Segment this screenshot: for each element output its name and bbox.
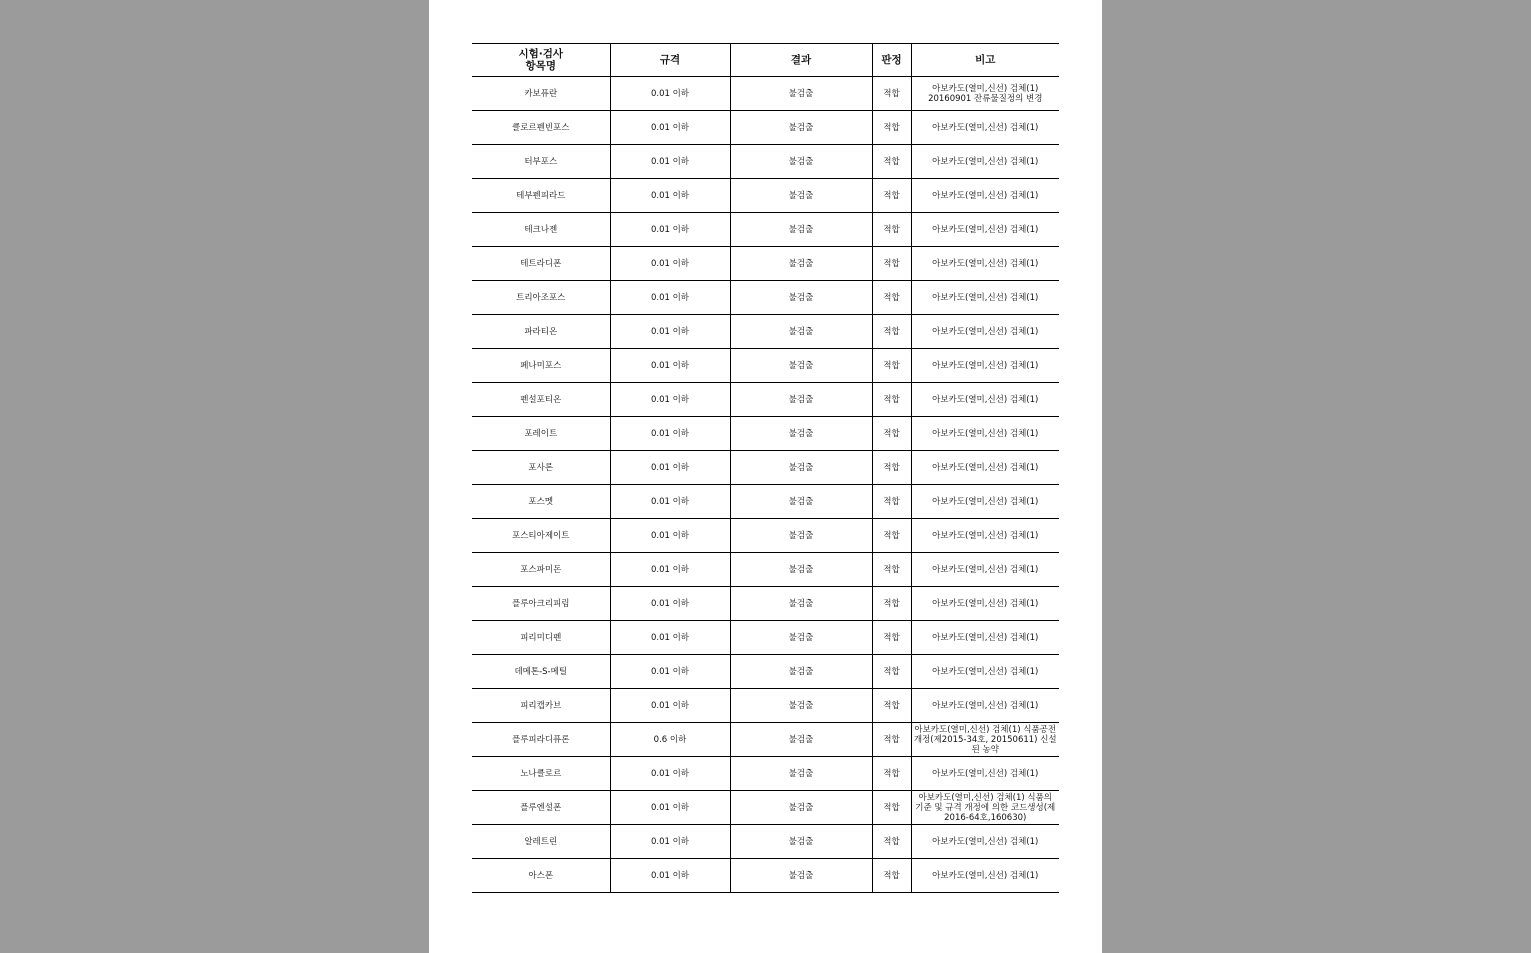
cell-remarks: 아보카도(열미,신선) 검체(1)	[911, 179, 1059, 213]
cell-standard: 0.01 이하	[610, 77, 730, 111]
cell-standard: 0.01 이하	[610, 281, 730, 315]
header-item-line2: 항목명	[525, 60, 556, 72]
cell-remarks: 아보카도(열미,신선) 검체(1)	[911, 553, 1059, 587]
cell-item-name: 포스파미돈	[472, 553, 610, 587]
cell-item-name: 플루아크리피림	[472, 587, 610, 621]
cell-standard: 0.01 이하	[610, 179, 730, 213]
cell-standard: 0.01 이하	[610, 757, 730, 791]
cell-item-name: 테트라디폰	[472, 247, 610, 281]
cell-remarks: 아보카도(열미,신선) 검체(1)	[911, 213, 1059, 247]
cell-item-name: 트리아조포스	[472, 281, 610, 315]
cell-remarks: 아보카도(열미,신선) 검체(1)	[911, 383, 1059, 417]
cell-judgment: 적합	[872, 587, 911, 621]
cell-judgment: 적합	[872, 723, 911, 757]
cell-result: 불검출	[730, 349, 872, 383]
table-row	[472, 689, 1059, 723]
table-row	[472, 179, 1059, 213]
cell-standard: 0.01 이하	[610, 451, 730, 485]
cell-standard: 0.01 이하	[610, 111, 730, 145]
cell-judgment: 적합	[872, 145, 911, 179]
cell-judgment: 적합	[872, 349, 911, 383]
document-page	[429, 0, 1102, 953]
table-body	[472, 77, 1059, 893]
cell-item-name: 포스티아제이트	[472, 519, 610, 553]
table-row	[472, 791, 1059, 825]
cell-standard: 0.01 이하	[610, 349, 730, 383]
cell-judgment: 적합	[872, 791, 911, 825]
header-remarks: 비고	[911, 44, 1059, 77]
cell-item-name: 테크나젠	[472, 213, 610, 247]
cell-standard: 0.01 이하	[610, 553, 730, 587]
header-judgment: 판정	[872, 44, 911, 77]
table-row	[472, 417, 1059, 451]
cell-result: 불검출	[730, 281, 872, 315]
cell-result: 불검출	[730, 111, 872, 145]
header-standard: 규격	[610, 44, 730, 77]
cell-judgment: 적합	[872, 655, 911, 689]
cell-standard: 0.01 이하	[610, 587, 730, 621]
table-row	[472, 587, 1059, 621]
cell-standard: 0.01 이하	[610, 417, 730, 451]
cell-result: 불검출	[730, 213, 872, 247]
cell-item-name: 노나클로르	[472, 757, 610, 791]
cell-result: 불검출	[730, 519, 872, 553]
cell-result: 불검출	[730, 77, 872, 111]
cell-result: 불검출	[730, 179, 872, 213]
cell-judgment: 적합	[872, 111, 911, 145]
cell-item-name: 페나미포스	[472, 349, 610, 383]
cell-judgment: 적합	[872, 689, 911, 723]
cell-remarks: 아보카도(열미,신선) 검체(1)	[911, 621, 1059, 655]
cell-result: 불검출	[730, 315, 872, 349]
cell-judgment: 적합	[872, 451, 911, 485]
cell-judgment: 적합	[872, 757, 911, 791]
cell-item-name: 터부포스	[472, 145, 610, 179]
cell-remarks: 아보카도(열미,신선) 검체(1)	[911, 111, 1059, 145]
header-item-name	[472, 44, 610, 77]
table-row	[472, 723, 1059, 757]
cell-result: 불검출	[730, 757, 872, 791]
cell-standard: 0.01 이하	[610, 689, 730, 723]
table-row	[472, 859, 1059, 893]
cell-remarks: 아보카도(열미,신선) 검체(1)	[911, 349, 1059, 383]
table-row	[472, 825, 1059, 859]
table-row	[472, 519, 1059, 553]
cell-item-name: 카보퓨란	[472, 77, 610, 111]
cell-standard: 0.01 이하	[610, 247, 730, 281]
table-row	[472, 315, 1059, 349]
cell-result: 불검출	[730, 417, 872, 451]
cell-result: 불검출	[730, 825, 872, 859]
cell-standard: 0.01 이하	[610, 145, 730, 179]
cell-item-name: 데메톤-S-메틸	[472, 655, 610, 689]
table-row	[472, 111, 1059, 145]
cell-remarks: 아보카도(열미,신선) 검체(1)	[911, 587, 1059, 621]
cell-remarks: 아보카도(열미,신선) 검체(1)	[911, 689, 1059, 723]
cell-remarks: 아보카도(열미,신선) 검체(1)	[911, 859, 1059, 893]
cell-remarks: 아보카도(열미,신선) 검체(1)	[911, 485, 1059, 519]
cell-judgment: 적합	[872, 179, 911, 213]
cell-remarks: 아보카도(열미,신선) 검체(1) 식품의 기준 및 규격 개정에 의한 코드생성(제2016-64호,160630)	[911, 791, 1059, 825]
cell-standard: 0.01 이하	[610, 825, 730, 859]
cell-judgment: 적합	[872, 485, 911, 519]
cell-item-name: 포레이트	[472, 417, 610, 451]
cell-standard: 0.01 이하	[610, 655, 730, 689]
cell-item-name: 테부펜피라드	[472, 179, 610, 213]
cell-result: 불검출	[730, 247, 872, 281]
cell-item-name: 플루피라디퓨론	[472, 723, 610, 757]
cell-result: 불검출	[730, 689, 872, 723]
cell-standard: 0.01 이하	[610, 213, 730, 247]
cell-remarks: 아보카도(열미,신선) 검체(1)	[911, 247, 1059, 281]
cell-remarks: 아보카도(열미,신선) 검체(1)	[911, 281, 1059, 315]
cell-item-name: 포사론	[472, 451, 610, 485]
cell-judgment: 적합	[872, 417, 911, 451]
cell-standard: 0.01 이하	[610, 791, 730, 825]
cell-result: 불검출	[730, 383, 872, 417]
table-row	[472, 349, 1059, 383]
cell-remarks: 아보카도(열미,신선) 검체(1)	[911, 145, 1059, 179]
cell-standard: 0.01 이하	[610, 519, 730, 553]
cell-item-name: 아스폰	[472, 859, 610, 893]
cell-judgment: 적합	[872, 383, 911, 417]
cell-judgment: 적합	[872, 247, 911, 281]
header-row	[472, 44, 1059, 77]
cell-judgment: 적합	[872, 281, 911, 315]
cell-standard: 0.01 이하	[610, 383, 730, 417]
cell-judgment: 적합	[872, 315, 911, 349]
cell-standard: 0.01 이하	[610, 859, 730, 893]
cell-item-name: 파라티온	[472, 315, 610, 349]
header-result: 결과	[730, 44, 872, 77]
cell-result: 불검출	[730, 553, 872, 587]
cell-result: 불검출	[730, 485, 872, 519]
cell-remarks: 아보카도(열미,신선) 검체(1) 20160901 잔류물질정의 변경	[911, 77, 1059, 111]
cell-result: 불검출	[730, 145, 872, 179]
table-header	[472, 44, 1059, 77]
cell-remarks: 아보카도(열미,신선) 검체(1)	[911, 825, 1059, 859]
cell-standard: 0.01 이하	[610, 485, 730, 519]
table-row	[472, 485, 1059, 519]
table-row	[472, 145, 1059, 179]
cell-item-name: 알레트린	[472, 825, 610, 859]
cell-item-name: 피리캡카브	[472, 689, 610, 723]
header-item-line1: 시험·검사	[518, 48, 564, 60]
cell-item-name: 포스멧	[472, 485, 610, 519]
cell-item-name: 클로르펜빈포스	[472, 111, 610, 145]
cell-judgment: 적합	[872, 859, 911, 893]
cell-judgment: 적합	[872, 77, 911, 111]
table-row	[472, 213, 1059, 247]
cell-standard: 0.01 이하	[610, 315, 730, 349]
table-row	[472, 621, 1059, 655]
table-row	[472, 553, 1059, 587]
table-row	[472, 655, 1059, 689]
cell-remarks: 아보카도(열미,신선) 검체(1)	[911, 757, 1059, 791]
cell-remarks: 아보카도(열미,신선) 검체(1)	[911, 655, 1059, 689]
table-row	[472, 383, 1059, 417]
cell-result: 불검출	[730, 587, 872, 621]
cell-standard: 0.01 이하	[610, 621, 730, 655]
cell-judgment: 적합	[872, 825, 911, 859]
cell-result: 불검출	[730, 621, 872, 655]
cell-result: 불검출	[730, 859, 872, 893]
table-row	[472, 757, 1059, 791]
cell-item-name: 펜설포티온	[472, 383, 610, 417]
cell-judgment: 적합	[872, 213, 911, 247]
cell-judgment: 적합	[872, 621, 911, 655]
cell-remarks: 아보카도(열미,신선) 검체(1)	[911, 451, 1059, 485]
cell-result: 불검출	[730, 655, 872, 689]
table-row	[472, 451, 1059, 485]
cell-result: 불검출	[730, 723, 872, 757]
cell-judgment: 적합	[872, 553, 911, 587]
cell-remarks: 아보카도(열미,신선) 검체(1)	[911, 519, 1059, 553]
cell-standard: 0.6 이하	[610, 723, 730, 757]
cell-remarks: 아보카도(열미,신선) 검체(1)	[911, 417, 1059, 451]
cell-remarks: 아보카도(열미,신선) 검체(1)	[911, 315, 1059, 349]
table-row	[472, 281, 1059, 315]
cell-remarks: 아보카도(열미,신선) 검체(1) 식품공전 개정(제2015-34호, 20150611) 신설된 농약	[911, 723, 1059, 757]
test-results-table	[472, 43, 1059, 893]
cell-judgment: 적합	[872, 519, 911, 553]
cell-result: 불검출	[730, 451, 872, 485]
cell-result: 불검출	[730, 791, 872, 825]
cell-item-name: 플루엔설폰	[472, 791, 610, 825]
table-row	[472, 247, 1059, 281]
table-row	[472, 77, 1059, 111]
cell-item-name: 피리미디펜	[472, 621, 610, 655]
